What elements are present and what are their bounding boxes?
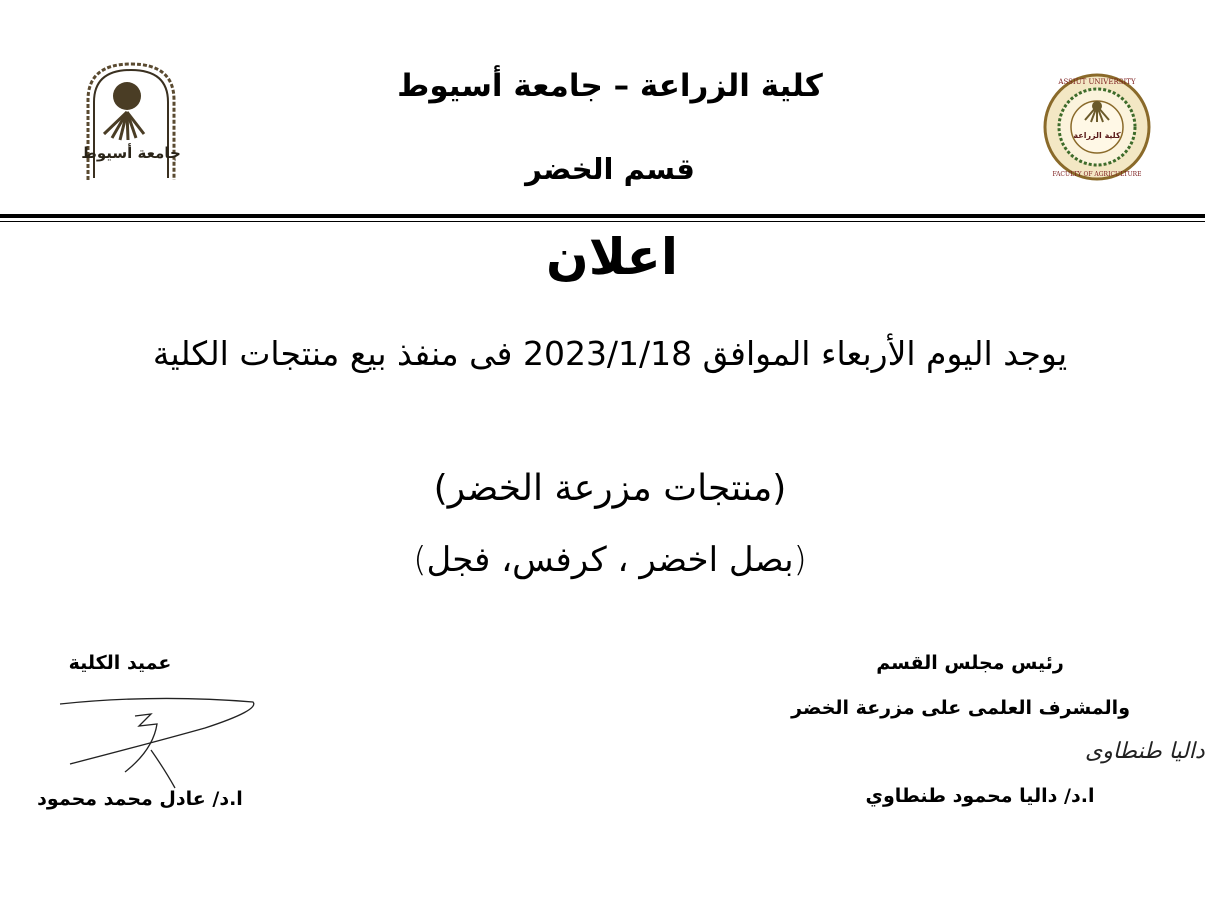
dean-role-label: عميد الكلية xyxy=(68,652,172,674)
svg-text:داليا طنطاوى: داليا طنطاوى xyxy=(1085,739,1205,764)
svg-text:كلية الزراعة: كلية الزراعة xyxy=(1073,131,1121,140)
dean-signature xyxy=(55,690,260,790)
header-divider-thick xyxy=(0,214,1205,218)
assiut-university-logo xyxy=(82,60,180,182)
agriculture-seal-icon xyxy=(1038,72,1156,182)
college-title: كلية الزراعة – جامعة أسيوط xyxy=(397,68,823,104)
faculty-of-agriculture-seal xyxy=(1038,72,1156,182)
department-head-signature xyxy=(915,728,1205,773)
svg-text:FACULTY OF AGRICULTURE: FACULTY OF AGRICULTURE xyxy=(1052,171,1142,178)
svg-text:جامعة أسيوط: جامعة أسيوط xyxy=(81,144,181,162)
products-title: (منتجات مزرعة الخضر) xyxy=(433,468,787,509)
farm-supervisor-role-label: والمشرف العلمى على مزرعة الخضر xyxy=(791,697,1130,719)
university-tower-icon xyxy=(82,60,180,182)
announcement-title: اعلان xyxy=(546,228,678,286)
products-list: (بصل اخضر ، كرفس، فجل) xyxy=(413,540,807,580)
svg-text:ASSIUT UNIVERSITY: ASSIUT UNIVERSITY xyxy=(1058,78,1136,86)
announcement-text: يوجد اليوم الأربعاء الموافق 2023/1/18 فى منفذ بيع منتجات الكلية xyxy=(152,334,1068,373)
department-head-role-label: رئيس مجلس القسم xyxy=(876,652,1064,674)
department-title: قسم الخضر xyxy=(525,152,695,186)
header-divider-thin xyxy=(0,221,1205,222)
dean-name: ا.د/ عادل محمد محمود xyxy=(37,788,243,810)
department-head-name: ا.د/ داليا محمود طنطاوي xyxy=(865,785,1095,807)
